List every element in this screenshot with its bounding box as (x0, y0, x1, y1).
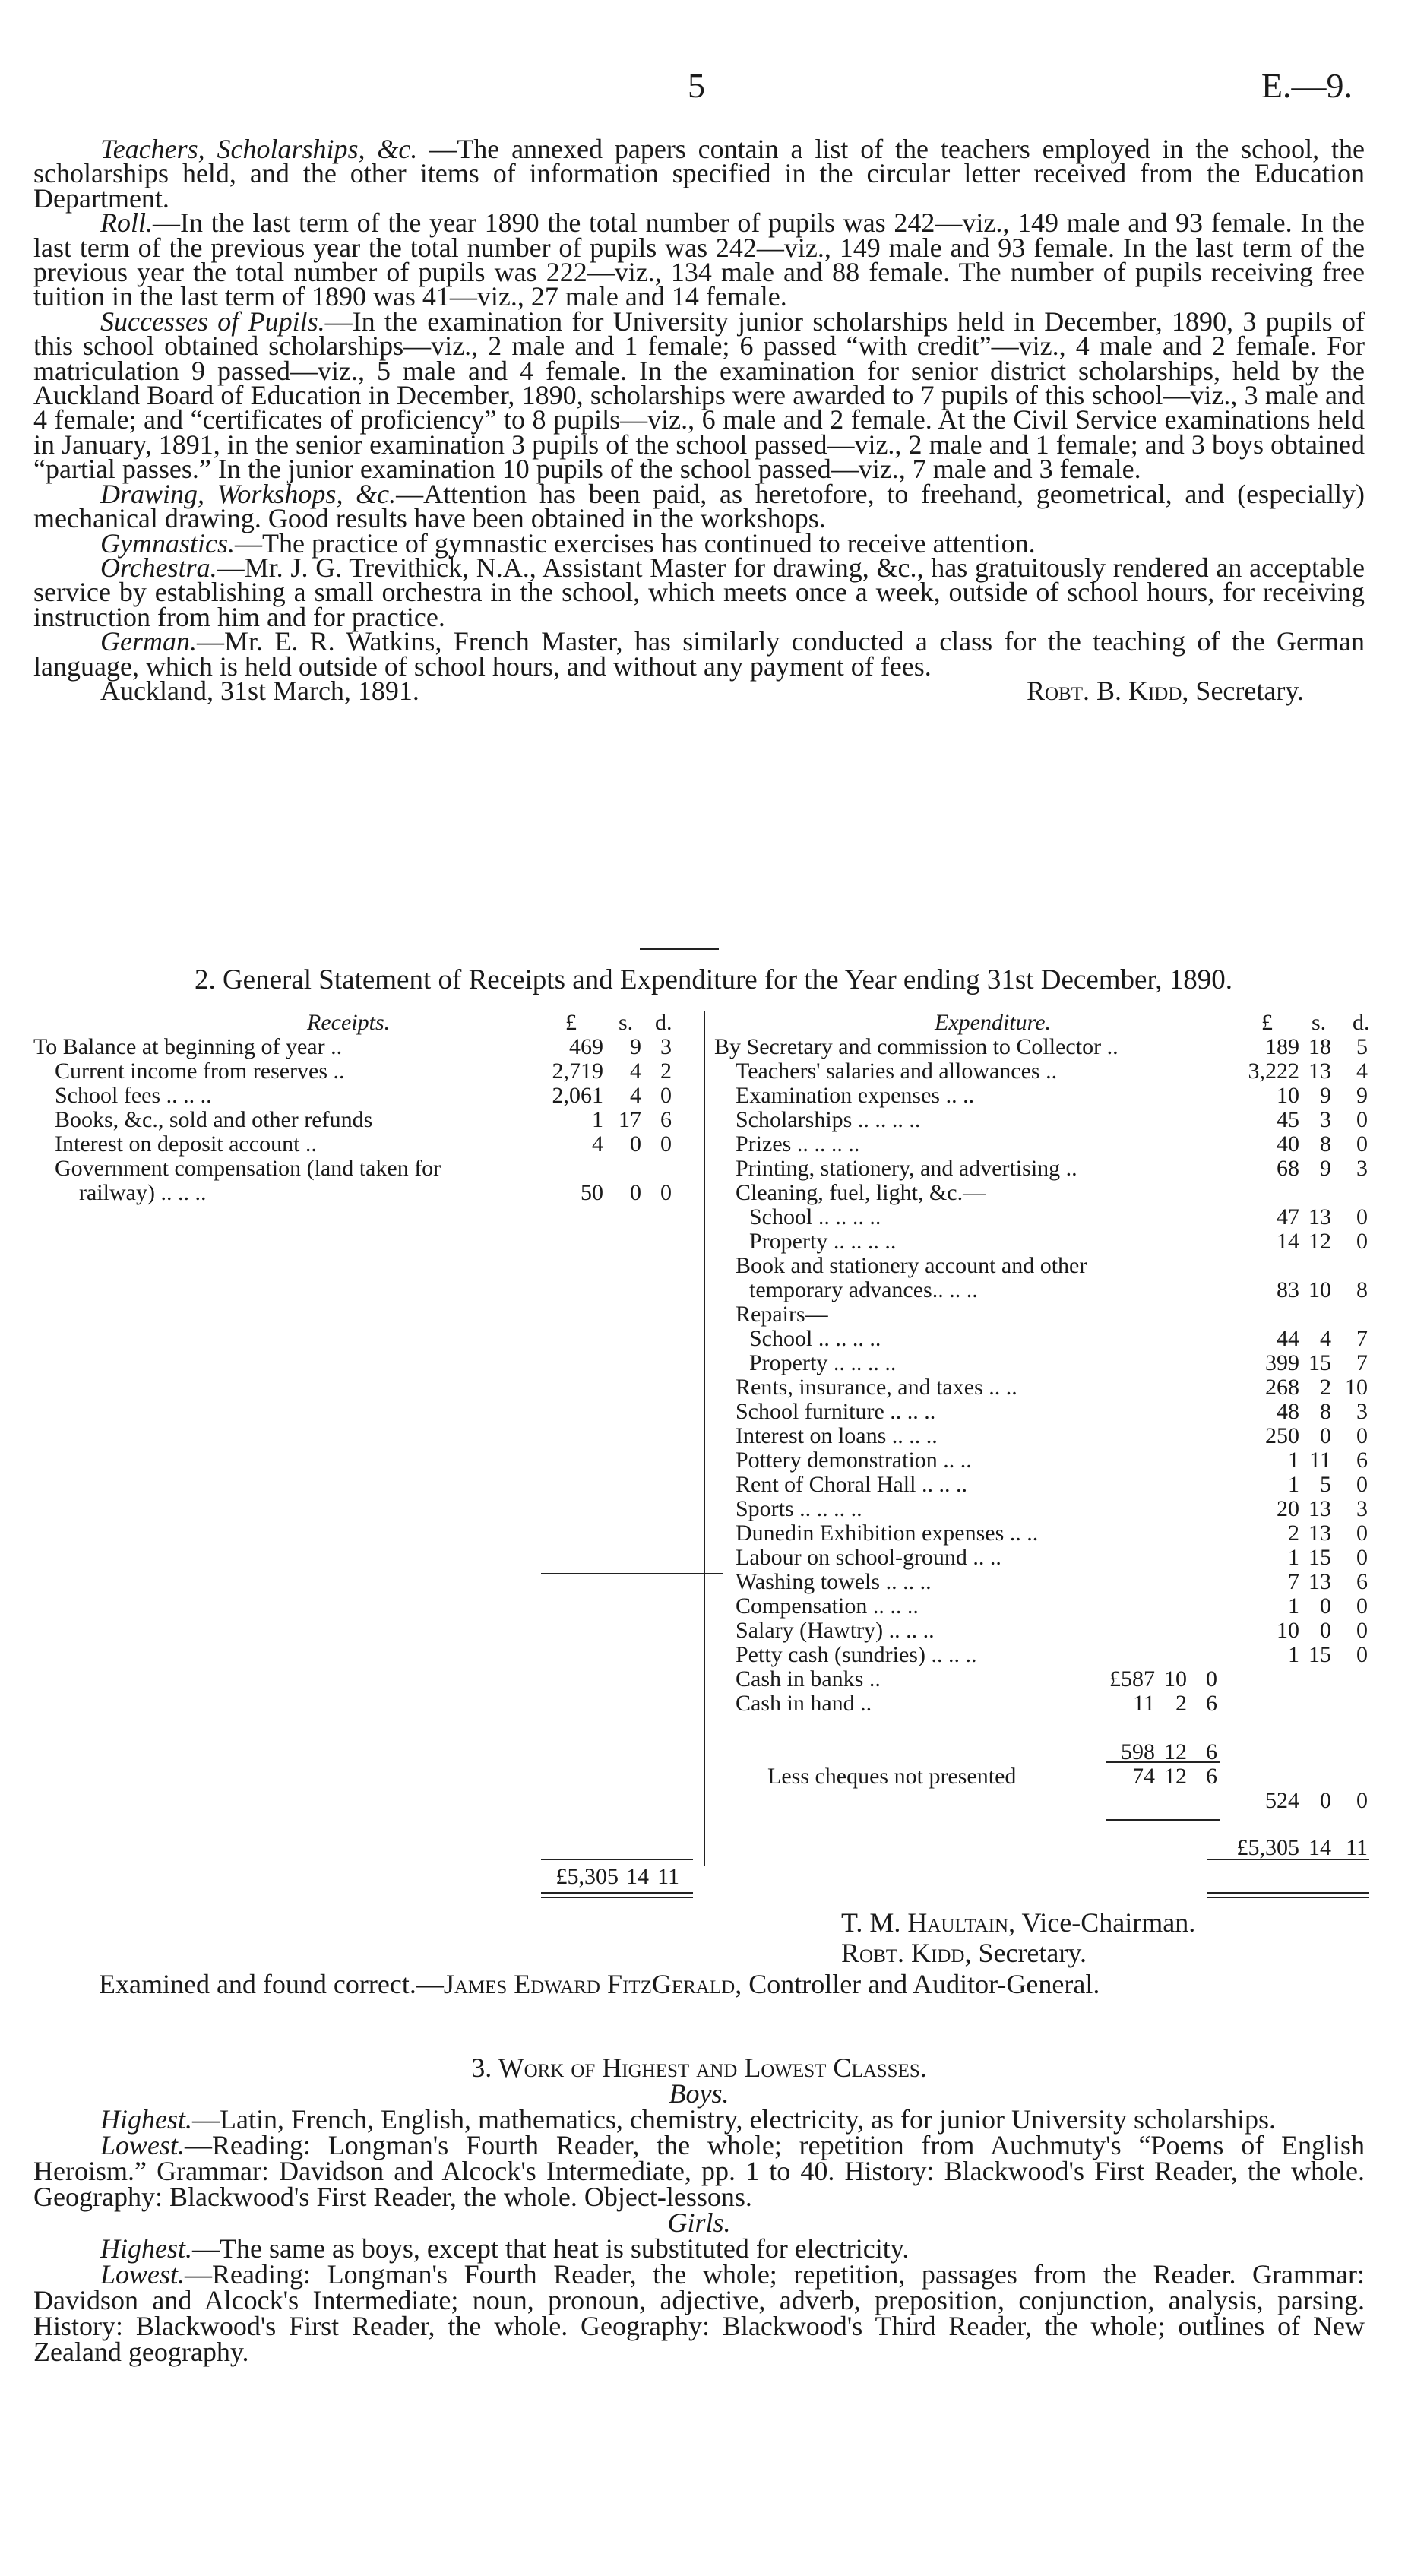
paragraph-successes: Successes of Pupils.—In the examination for University junior scholarships held in December, 1890, 3 pupils of this school obtained scholarships—viz., 2 male and 1 female; 6 passed “with credit”—viz., 4 male and 2 female. For matriculation 9 passed—viz., 5 male and 4 female. In the examination for senior district scholarships, held by the Auckland Board of Education in December, 1890, scholarships were awarded to 7 pupils of this school—viz., 3 male and 4 female; and “certificates of proficiency” to 8 pupils—viz., 6 male and 2 female. At the Civil Service examinations held in January, 1891, in the senior examination 3 pupils of the school passed—viz., 2 male and 1 female; and 3 boys obtained “partial passes.” In the junior examination 10 pupils of the school passed—viz., 7 male and 3 female. (33, 305, 1365, 485)
section-divider (640, 948, 719, 950)
expenditure-row-l: 1 (1288, 1448, 1299, 1473)
expenditure-row-l: 1 (1288, 1642, 1299, 1667)
expenditure-row-label: Rent of Choral Hall .. .. .. (736, 1472, 967, 1497)
expenditure-row-label: Sports .. .. .. .. (736, 1496, 862, 1521)
expenditure-row (714, 1132, 1398, 1157)
expenditure-column (714, 1011, 1398, 1860)
expenditure-row-label: Property .. .. .. .. (749, 1350, 897, 1375)
signoff-signature: Robt. B. Kidd, Secretary. (1026, 675, 1304, 706)
expenditure-row-d: 3 (1356, 1399, 1368, 1424)
expenditure-row-label: Property .. .. .. .. (749, 1229, 897, 1254)
girls-highest: Highest.—The same as boys, except that heat is substituted for electricity. (100, 2233, 910, 2264)
receipts-row-d: 0 (660, 1180, 672, 1205)
expenditure-row (714, 1181, 1398, 1205)
receipts-row-s: 4 (630, 1059, 641, 1084)
paragraph-german: German.—Mr. E. R. Watkins, French Master, has similarly conducted a class for the teaching of the German language, which is held outside of school hours, and without any payment of fees. (33, 626, 1365, 682)
expenditure-total-row-l: £5,305 (1236, 1835, 1299, 1860)
expenditure-heading: Expenditure. (935, 1010, 1052, 1035)
cash-row-s: 10 (1164, 1666, 1187, 1691)
statement-title: 2. General Statement of Receipts and Expenditure for the Year ending 31st December, 1890. (194, 964, 1233, 995)
expenditure-row-d: 4 (1356, 1059, 1368, 1084)
receipts-rows (33, 1035, 702, 1205)
expenditure-row-label: Labour on school-ground .. .. (736, 1545, 1001, 1570)
expenditure-row-d: 9 (1356, 1083, 1368, 1108)
expenditure-row-d: 5 (1356, 1034, 1368, 1059)
cash-row-label: Cash in hand .. (736, 1691, 872, 1716)
statement-signatures (841, 1907, 1195, 1968)
cash-row-label: Cash in banks .. (736, 1666, 881, 1691)
expenditure-row-label: Pottery demonstration .. .. (736, 1448, 972, 1473)
less-cheques-row-d: 6 (1206, 1764, 1217, 1789)
expenditure-row-l: 250 (1265, 1423, 1299, 1448)
receipts-row-s: 9 (630, 1034, 641, 1059)
expenditure-row-l: 20 (1277, 1496, 1299, 1521)
expenditure-row-l: 1 (1288, 1593, 1299, 1619)
expenditure-row-s: 0 (1320, 1593, 1331, 1619)
expenditure-row (714, 1157, 1398, 1181)
expenditure-total-row-s: 14 (1308, 1835, 1331, 1860)
expenditure-row (714, 1205, 1398, 1229)
cash-row-d: 0 (1206, 1666, 1217, 1691)
expenditure-row-s: 8 (1320, 1399, 1331, 1424)
expenditure-row-d: 0 (1356, 1204, 1368, 1229)
expenditure-row-label: temporary advances.. .. .. (749, 1277, 978, 1302)
section-work-of-classes (33, 2052, 1365, 2367)
expenditure-row-s: 5 (1320, 1472, 1331, 1497)
expenditure-row-l: 2 (1288, 1521, 1299, 1546)
page-number: 5 (688, 66, 705, 105)
spacer (714, 1813, 1398, 1836)
expenditure-row-label: Dunedin Exhibition expenses .. .. (736, 1521, 1039, 1546)
expenditure-row-s: 3 (1320, 1107, 1331, 1132)
expenditure-row-label: Repairs— (736, 1302, 828, 1327)
less-cheques-row-s: 12 (1164, 1764, 1187, 1789)
receipts-row-s: 0 (630, 1131, 641, 1157)
cash-subtotal-row-l: 598 (1121, 1739, 1155, 1764)
expenditure-row (714, 1035, 1398, 1059)
less-cheques-row-label: Less cheques not presented (767, 1764, 1017, 1789)
net-cash-row-d: 0 (1356, 1788, 1368, 1813)
expenditure-row-s: 13 (1308, 1059, 1331, 1084)
expenditure-row-d: 7 (1356, 1350, 1368, 1375)
expenditure-row-d: 0 (1356, 1472, 1368, 1497)
receipts-row (33, 1132, 702, 1157)
net-cash-row-s: 0 (1320, 1788, 1331, 1813)
paragraph-drawing: Drawing, Workshops, &c.—Attention has been paid, as heretofore, to freehand, geometrical, and (especially) mechanical drawing. Good results have been obtained in the workshops. (33, 478, 1365, 534)
receipts-total-rule (541, 1573, 723, 1574)
net-cash-row (714, 1789, 1398, 1813)
expenditure-row-d: 0 (1356, 1642, 1368, 1667)
expenditure-double-rule-1 (1207, 1892, 1369, 1894)
expenditure-row-s: 15 (1308, 1350, 1331, 1375)
expenditure-row-s: 11 (1309, 1448, 1331, 1473)
receipts-row-l: 469 (569, 1034, 603, 1059)
cash-subtotal-row-d: 6 (1206, 1739, 1217, 1764)
receipts-row-l: 1 (592, 1107, 603, 1132)
receipts-row-d: 0 (660, 1083, 672, 1108)
expenditure-double-rule-2 (1207, 1897, 1369, 1898)
cash-row-d: 6 (1206, 1691, 1217, 1716)
expenditure-row (714, 1229, 1398, 1254)
col-shillings: s. (619, 1010, 634, 1035)
paragraph-orchestra: Orchestra.—Mr. J. G. Trevithick, N.A., Assistant Master for drawing, &c., has gratuitously rendered an acceptable service by establishing a small orchestra in the school, which meets once a week, outside of school hours, for receiving instruction from him and for practice. (33, 552, 1365, 632)
expenditure-row-s: 0 (1320, 1618, 1331, 1643)
expenditure-row-l: 1 (1288, 1472, 1299, 1497)
expenditure-row-l: 399 (1265, 1350, 1299, 1375)
expenditure-row-s: 15 (1308, 1545, 1331, 1570)
expenditure-row-s: 4 (1320, 1326, 1331, 1351)
expenditure-row (714, 1327, 1398, 1351)
expenditure-row-d: 3 (1356, 1156, 1368, 1181)
expenditure-row (714, 1448, 1398, 1473)
cash-less-rule (1106, 1819, 1220, 1821)
expenditure-row-d: 0 (1356, 1593, 1368, 1619)
expenditure-row-d: 10 (1345, 1375, 1368, 1400)
expenditure-row-d: 0 (1356, 1521, 1368, 1546)
receipts-row-label: railway) .. .. .. (79, 1180, 207, 1205)
expenditure-row-label: Teachers' salaries and allowances .. (736, 1059, 1058, 1084)
signoff-date: Auckland, 31st March, 1891. (100, 675, 419, 706)
expenditure-row-l: 3,222 (1248, 1059, 1299, 1084)
expenditure-row-l: 44 (1277, 1326, 1299, 1351)
document-code: E.—9. (1261, 66, 1353, 105)
expenditure-row-label: Printing, stationery, and advertising .. (736, 1156, 1077, 1181)
paragraph-gymnastics: Gymnastics.—The practice of gymnastic exercises has continued to receive attention. (100, 527, 1036, 559)
receipts-row-l: 50 (581, 1180, 603, 1205)
expenditure-row-label: Washing towels .. .. .. (736, 1569, 932, 1594)
boys-heading: Boys. (669, 2078, 729, 2109)
cash-row-s: 2 (1175, 1691, 1187, 1716)
paragraph-teachers: Teachers, Scholarships, &c. —The annexed papers contain a list of the teachers employed in the school, the scholarships held, and the other items of information specified in the circular letter received from the Education Department. (33, 134, 1365, 214)
expenditure-row (714, 1059, 1398, 1084)
receipts-row-label: Government compensation (land taken for (55, 1156, 441, 1181)
expenditure-row-d: 3 (1356, 1496, 1368, 1521)
expenditure-row-l: 268 (1265, 1375, 1299, 1400)
expenditure-row-label: School .. .. .. .. (749, 1326, 881, 1351)
signature-secretary: Robt. Kidd, Secretary. (841, 1938, 1087, 1968)
expenditure-row-l: 14 (1277, 1229, 1299, 1254)
receipts-column (33, 1010, 702, 1889)
expenditure-row-label: School furniture .. .. .. (736, 1399, 936, 1424)
expenditure-total-row-d: 11 (1346, 1835, 1368, 1860)
receipts-row (33, 1181, 702, 1205)
exp-col-pounds: £ (1261, 1010, 1273, 1035)
expenditure-row (714, 1302, 1398, 1327)
expenditure-total-top-rule (1207, 1859, 1369, 1860)
receipts-row (33, 1108, 702, 1132)
expenditure-row-label: Scholarships .. .. .. .. (736, 1107, 921, 1132)
receipts-header-row (33, 1011, 702, 1035)
net-cash-row-l: 524 (1265, 1788, 1299, 1813)
receipts-row-s: 0 (630, 1180, 641, 1205)
paragraph-roll: Roll.—In the last term of the year 1890 the total number of pupils was 242—viz., 149 male and 93 female. In the last term of the previous year the total number of pupils was 242—viz., 149 male and 93 female. In the last term of the previous year the total number of pupils was 222—viz., 134 male and 88 female. The number of pupils receiving free tuition in the last term of 1890 was 41—viz., 27 male and 14 female. (33, 207, 1365, 312)
receipts-row-label: Current income from reserves .. (55, 1059, 345, 1084)
receipts-row-label: Interest on deposit account .. (55, 1131, 317, 1157)
expenditure-row (714, 1424, 1398, 1448)
receipts-row-d: 3 (660, 1034, 672, 1059)
expenditure-row-l: 189 (1265, 1034, 1299, 1059)
boys-lowest: Lowest.—Reading: Longman's Fourth Reader, the whole; repetition from Auchmuty's “Poems of English Heroism.” Grammar: Davidson and Alcock's Intermediate, pp. 1 to 40. History: Blackwood's First Reader, the whole. Geography: Blackwood's First Reader, the whole. Object-lessons. (33, 2130, 1365, 2212)
report-paragraphs (33, 134, 1365, 706)
expenditure-row-s: 2 (1320, 1375, 1331, 1400)
expenditure-row-d: 7 (1356, 1326, 1368, 1351)
receipts-row-l: 2,719 (552, 1059, 603, 1084)
expenditure-row-s: 9 (1320, 1156, 1331, 1181)
receipts-row-label: To Balance at beginning of year .. (33, 1034, 343, 1059)
cash-row (714, 1691, 1398, 1716)
receipts-row-d: 2 (660, 1059, 672, 1084)
expenditure-row-s: 12 (1308, 1229, 1331, 1254)
expenditure-row (714, 1351, 1398, 1375)
expenditure-row (714, 1643, 1398, 1667)
expenditure-row (714, 1278, 1398, 1302)
cash-subtotal-row-s: 12 (1164, 1739, 1187, 1764)
expenditure-row-s: 13 (1308, 1521, 1331, 1546)
expenditure-row-d: 6 (1356, 1569, 1368, 1594)
expenditure-row-s: 8 (1320, 1131, 1331, 1157)
expenditure-total-row (714, 1836, 1398, 1860)
expenditure-row-l: 83 (1277, 1277, 1299, 1302)
expenditure-row-label: By Secretary and commission to Collector .. (714, 1034, 1119, 1059)
expenditure-row-d: 0 (1356, 1131, 1368, 1157)
expenditure-row-d: 0 (1356, 1229, 1368, 1254)
expenditure-row-label: School .. .. .. .. (749, 1204, 881, 1229)
expenditure-row-d: 6 (1356, 1448, 1368, 1473)
expenditure-row-label: Compensation .. .. .. (736, 1593, 919, 1619)
expenditure-row-label: Prizes .. .. .. .. (736, 1131, 860, 1157)
expenditure-row (714, 1619, 1398, 1643)
cash-row (714, 1667, 1398, 1691)
signoff-line (33, 675, 1365, 706)
expenditure-row-d: 0 (1356, 1423, 1368, 1448)
expenditure-row-d: 0 (1356, 1618, 1368, 1643)
auditor-certification: Examined and found correct.—James Edward FitzGerald, Controller and Auditor-General. (99, 1969, 1100, 1999)
expenditure-row (714, 1521, 1398, 1546)
column-divider (704, 1011, 705, 1866)
expenditure-row (714, 1375, 1398, 1400)
col-pence: d. (655, 1010, 672, 1035)
receipts-row-l: 2,061 (552, 1083, 603, 1108)
expenditure-row (714, 1497, 1398, 1521)
expenditure-row-s: 13 (1308, 1569, 1331, 1594)
expenditure-row-s: 18 (1308, 1034, 1331, 1059)
receipts-row-s: 17 (619, 1107, 641, 1132)
expenditure-row (714, 1108, 1398, 1132)
expenditure-row-s: 15 (1308, 1642, 1331, 1667)
signature-vice-chairman: T. M. Haultain, Vice-Chairman. (841, 1907, 1196, 1938)
expenditure-row-l: 45 (1277, 1107, 1299, 1132)
expenditure-row (714, 1400, 1398, 1424)
expenditure-row-l: 10 (1277, 1083, 1299, 1108)
cash-row-l: £587 (1109, 1666, 1155, 1691)
receipts-row (33, 1035, 702, 1059)
expenditure-row-l: 1 (1288, 1545, 1299, 1570)
expenditure-row-label: Cleaning, fuel, light, &c.— (736, 1180, 986, 1205)
section3-title: 3. Work of Highest and Lowest Classes. (471, 2052, 927, 2083)
expenditure-row-label: Interest on loans .. .. .. (736, 1423, 938, 1448)
expenditure-row-d: 0 (1356, 1545, 1368, 1570)
receipts-row (33, 1059, 702, 1084)
expenditure-row (714, 1473, 1398, 1497)
expenditure-row (714, 1570, 1398, 1594)
expenditure-row-s: 13 (1308, 1496, 1331, 1521)
girls-heading: Girls. (667, 2207, 731, 2238)
girls-lowest: Lowest.—Reading: Longman's Fourth Reader, the whole; repetition, passages from the Reader. Grammar: Davidson and Alcock's Intermediate; noun, pronoun, adjective, adverb, preposition, conjunction, analysis, parsing. History: Blackwood's First Reader, the whole. Geography: Blackwood's Third Reader, the whole; outlines of New Zealand geography. (33, 2259, 1365, 2367)
expenditure-row (714, 1594, 1398, 1619)
expenditure-row-l: 68 (1277, 1156, 1299, 1181)
expenditure-row (714, 1546, 1398, 1570)
receipts-heading: Receipts. (307, 1010, 391, 1035)
expenditure-row (714, 1254, 1398, 1278)
expenditure-row-s: 9 (1320, 1083, 1331, 1108)
expenditure-row-l: 48 (1277, 1399, 1299, 1424)
expenditure-row-s: 0 (1320, 1423, 1331, 1448)
expenditure-row-label: Book and stationery account and other (736, 1253, 1087, 1278)
expenditure-row (714, 1084, 1398, 1108)
expenditure-row-label: Rents, insurance, and taxes .. .. (736, 1375, 1017, 1400)
receipts-double-rule-1 (541, 1892, 693, 1894)
boys-highest: Highest.—Latin, French, English, mathematics, chemistry, electricity, as for junior University scholarships. (100, 2104, 1276, 2135)
page-header (0, 65, 1427, 111)
expenditure-row-label: Petty cash (sundries) .. .. .. (736, 1642, 977, 1667)
receipts-row-s: 4 (630, 1083, 641, 1108)
expenditure-row-label: Salary (Hawtry) .. .. .. (736, 1618, 935, 1643)
expenditure-row-l: 47 (1277, 1204, 1299, 1229)
expenditure-row-label: Examination expenses .. .. (736, 1083, 975, 1108)
spacer (714, 1716, 1398, 1740)
receipts-row (33, 1084, 702, 1108)
receipts-total-row: £5,305 14 11 (555, 1864, 679, 1889)
expenditure-row-l: 7 (1288, 1569, 1299, 1594)
expenditure-row-s: 10 (1308, 1277, 1331, 1302)
receipts-double-rule-2 (541, 1897, 693, 1898)
expenditure-header-row (714, 1011, 1398, 1035)
cash-subtotal-row (714, 1740, 1398, 1764)
expenditure-row-d: 8 (1356, 1277, 1368, 1302)
receipts-row-label: School fees .. .. .. (55, 1083, 212, 1108)
col-pounds: £ (565, 1010, 577, 1035)
receipts-row-d: 6 (660, 1107, 672, 1132)
cash-subtotal-rule (1106, 1761, 1220, 1763)
exp-col-pence: d. (1353, 1010, 1370, 1035)
receipts-row-label: Books, &c., sold and other refunds (55, 1107, 373, 1132)
receipts-row-l: 4 (592, 1131, 603, 1157)
expenditure-rows (714, 1035, 1398, 1860)
expenditure-row-l: 40 (1277, 1131, 1299, 1157)
less-cheques-row-l: 74 (1132, 1764, 1155, 1789)
less-cheques-row (714, 1764, 1398, 1789)
receipts-row-d: 0 (660, 1131, 672, 1157)
expenditure-row-s: 13 (1308, 1204, 1331, 1229)
exp-col-shillings: s. (1312, 1010, 1327, 1035)
receipts-total-top-rule (541, 1859, 693, 1860)
receipts-row (33, 1157, 702, 1181)
expenditure-row-d: 0 (1356, 1107, 1368, 1132)
expenditure-row-l: 10 (1277, 1618, 1299, 1643)
cash-row-l: 11 (1133, 1691, 1155, 1716)
